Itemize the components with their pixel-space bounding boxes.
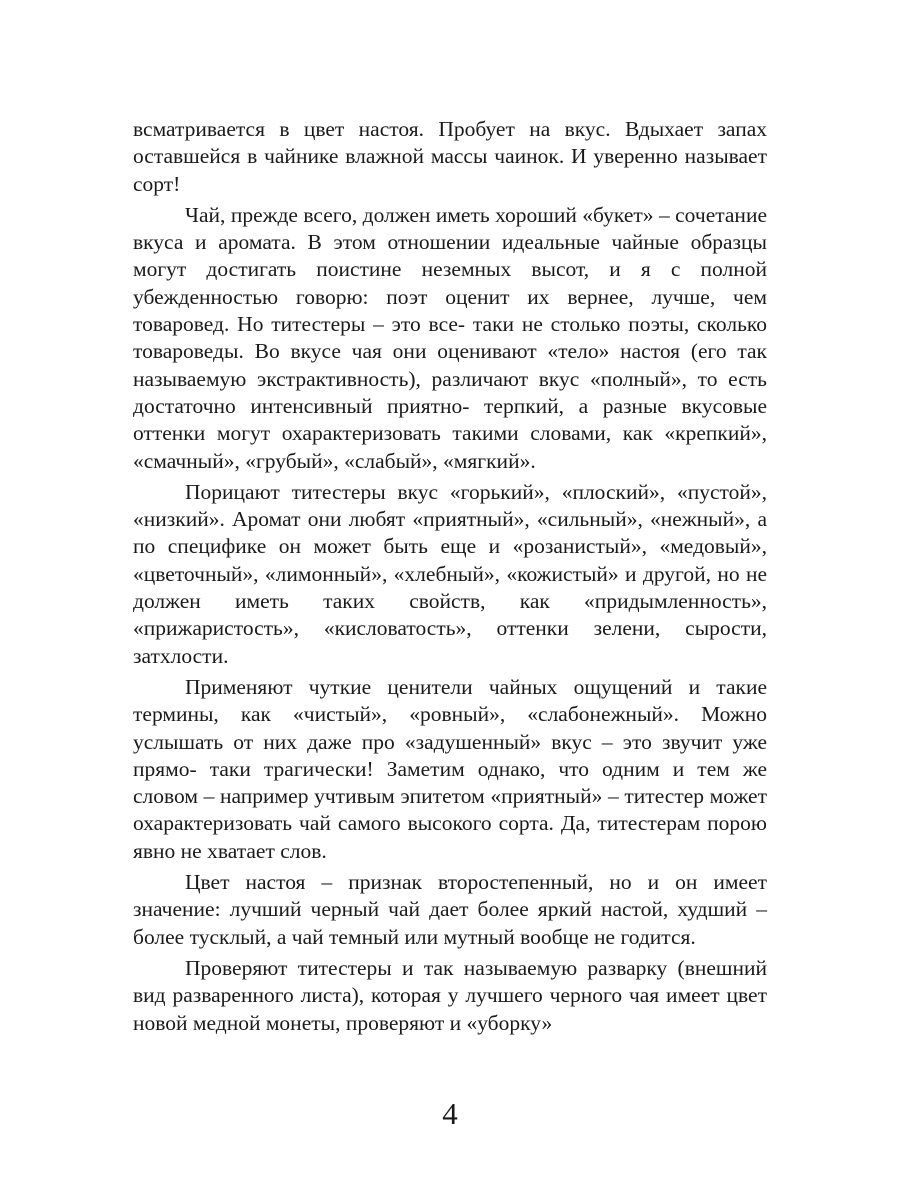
paragraph-5: Цвет настоя – признак второстепенный, но и он имеет значение: лучший черный чай дает более яркий настой, худший – более тусклый, а чай темный или мутный вообще не годится. bbox=[133, 870, 767, 949]
paragraph-4: Применяют чуткие ценители чайных ощущений и такие термины, как «чистый», «ровный», «слабонежный». Можно услышать от них даже про «задушенный» вкус – это звучит уже прямо- таки трагически! Заметим однако, что одним и тем же словом – например учтивым эпитетом «приятный» – титестер может охарактеризовать чай самого высокого сорта. Да, титестерам порою явно не хватает слов. bbox=[133, 674, 767, 863]
paragraph-3: Порицают титестеры вкус «горький», «плоский», «пустой», «низкий». Аромат они любят «приятный», «сильный», «нежный», а по специфике он может быть еще и «розанистый», «медовый», «цветочный», «лимонный», «хлебный», «кожистый» и другой, но не должен иметь таких свойств, как «придымленность», «прижаристость», «кисловатость», оттенки зелени, сырости, затхлости. bbox=[133, 479, 767, 668]
page-number: 4 bbox=[442, 1096, 458, 1131]
paragraph-1: всматривается в цвет настоя. Пробует на вкус. Вдыхает запах оставшейся в чайнике влажной массы чаинок. И уверенно называет сорт! bbox=[133, 117, 767, 196]
paragraph-2: Чай, прежде всего, должен иметь хороший «букет» – сочетание вкуса и аромата. В этом отношении идеальные чайные образцы могут достигать поистине неземных высот, и я с полной убежденностью говорю: поэт оценит их вернее, лучше, чем товаровед. Но титестеры – это все- таки не столько поэты, сколько товароведы. Во вкусе чая они оценивают «тело» настоя (его так называемую экстрактивность), различают вкус «полный», то есть достаточно интенсивный приятно- терпкий, а разные вкусовые оттенки могут охарактеризовать такими словами, как «крепкий», «смачный», «грубый», «слабый», «мягкий». bbox=[133, 202, 767, 473]
body-text bbox=[133, 116, 767, 1037]
paragraph-6: Проверяют титестеры и так называемую разварку (внешний вид разваренного листа), которая у лучшего черного чая имеет цвет новой медной монеты, проверяют и «уборку» bbox=[133, 955, 767, 1035]
